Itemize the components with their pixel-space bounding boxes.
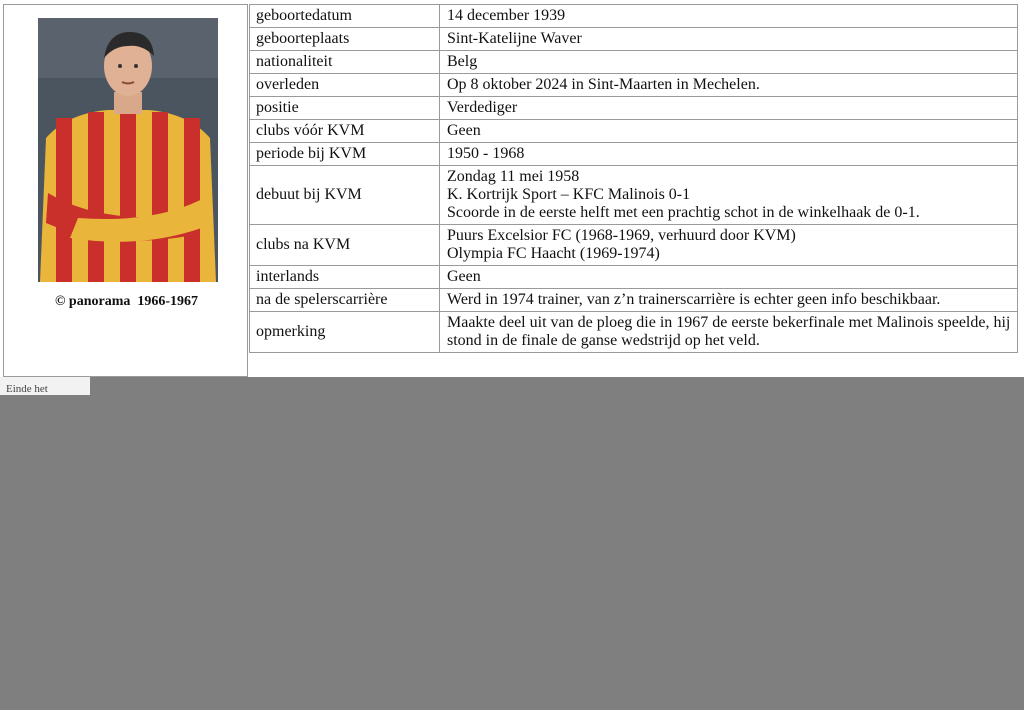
info-row — [250, 312, 1018, 353]
info-row — [250, 51, 1018, 74]
photo-caption: © panorama 1966-1967 — [54, 294, 199, 309]
row-value-line: K. Kortrijk Sport – KFC Malinois 0-1 — [447, 186, 691, 203]
row-label: clubs na KVM — [250, 225, 440, 266]
player-photo — [38, 18, 218, 282]
row-label: geboortedatum — [250, 5, 440, 28]
info-row — [250, 289, 1018, 312]
info-row — [250, 97, 1018, 120]
row-value — [440, 28, 1018, 51]
row-value-line: Scoorde in de eerste helft met een prachtig schot in de winkelhaak de 0-1. — [447, 204, 920, 221]
info-row — [250, 120, 1018, 143]
row-value-line: Zondag 11 mei 1958 — [447, 168, 580, 185]
photo-cell — [3, 4, 248, 377]
row-value-line: 1950 - 1968 — [447, 145, 525, 162]
row-label: na de spelerscarrière — [250, 289, 440, 312]
row-value — [440, 5, 1018, 28]
row-label: debuut bij KVM — [250, 166, 440, 225]
row-value — [440, 289, 1018, 312]
row-label: nationaliteit — [250, 51, 440, 74]
row-value — [440, 166, 1018, 225]
row-label: positie — [250, 97, 440, 120]
gray-overlay — [0, 377, 1024, 710]
row-value-line: 14 december 1939 — [447, 7, 566, 24]
player-photo-illustration — [38, 18, 218, 282]
row-label: periode bij KVM — [250, 143, 440, 166]
info-row — [250, 225, 1018, 266]
row-value-line: Op 8 oktober 2024 in Sint-Maarten in Mechelen. — [447, 76, 760, 93]
info-row — [250, 28, 1018, 51]
row-label: interlands — [250, 266, 440, 289]
row-value-line: Maakte deel uit van de ploeg die in 1967 de eerste bekerfinale met Malinois speelde, hij stond in de finale de ganse wedstrijd op het veld. — [447, 314, 1011, 349]
hidden-tab-label: Einde het — [0, 377, 90, 395]
row-label: overleden — [250, 74, 440, 97]
row-value-line: Verdediger — [447, 99, 518, 116]
row-value-line: Puurs Excelsior FC (1968-1969, verhuurd door KVM) — [447, 227, 796, 244]
row-value — [440, 266, 1018, 289]
info-row — [250, 166, 1018, 225]
row-value — [440, 51, 1018, 74]
row-value — [440, 312, 1018, 353]
info-row — [250, 5, 1018, 28]
row-value-line: Geen — [447, 268, 481, 285]
row-value-line: Geen — [447, 122, 481, 139]
row-value-line: Belg — [447, 53, 478, 70]
row-value — [440, 74, 1018, 97]
row-label: geboorteplaats — [250, 28, 440, 51]
row-value-line: Olympia FC Haacht (1969-1974) — [447, 245, 660, 262]
row-value-line: Werd in 1974 trainer, van z’n trainerscarrière is echter geen info beschikbaar. — [447, 291, 941, 308]
row-value — [440, 143, 1018, 166]
row-value — [440, 225, 1018, 266]
player-info-table — [249, 4, 1018, 353]
info-row — [250, 74, 1018, 97]
row-value-line: Sint-Katelijne Waver — [447, 30, 582, 47]
row-label: clubs vóór KVM — [250, 120, 440, 143]
info-row — [250, 266, 1018, 289]
info-row — [250, 143, 1018, 166]
row-value — [440, 120, 1018, 143]
row-label: opmerking — [250, 312, 440, 353]
row-value — [440, 97, 1018, 120]
